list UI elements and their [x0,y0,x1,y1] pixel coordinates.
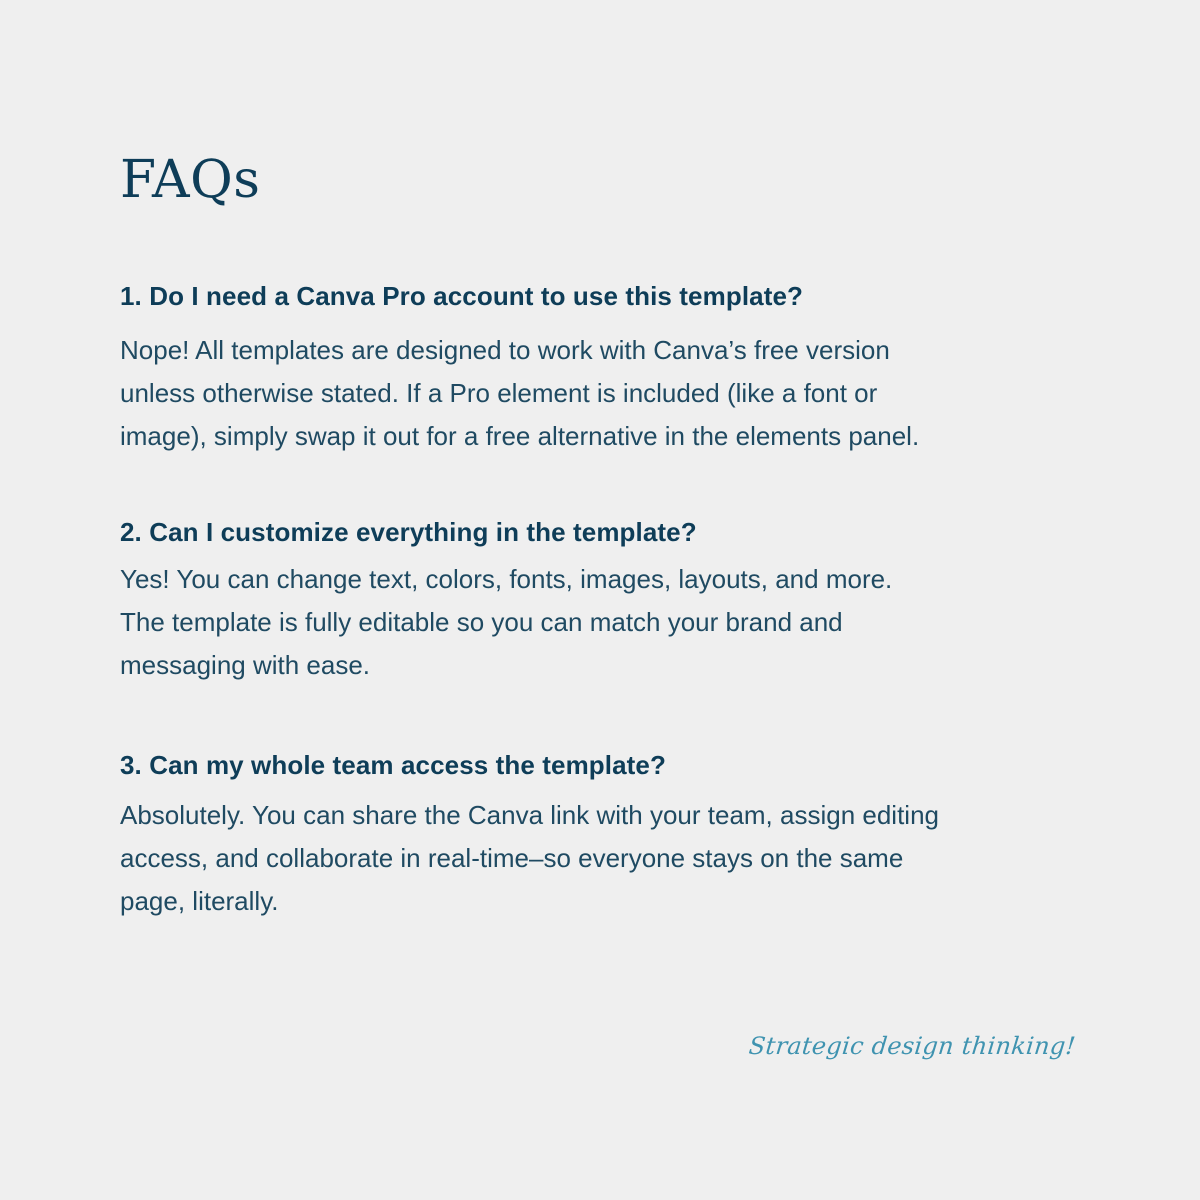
faq-question: 3. Can my whole team access the template? [120,750,666,780]
faq-question: 1. Do I need a Canva Pro account to use this template? [120,281,803,311]
faq-answer-line: messaging with ease. [120,650,371,680]
faq-answer [120,794,1080,923]
faq-item [120,279,1080,458]
faq-answer-line: Nope! All templates are designed to work with Canva’s free version [120,335,890,365]
faq-answer-line: page, literally. [120,886,279,916]
page-title: FAQs [120,150,261,210]
faq-answer [120,558,1080,687]
signature-tagline: Strategic design thinking! [747,1032,1078,1060]
faq-answer-line: image), simply swap it out for a free alternative in the elements panel. [120,421,920,451]
faq-answer-line: unless otherwise stated. If a Pro element is included (like a font or [120,378,878,408]
faq-answer-line: Yes! You can change text, colors, fonts, images, layouts, and more. [120,564,893,594]
faq-answer-line: The template is fully editable so you can match your brand and [120,607,843,637]
faq-item [120,748,1080,923]
faq-answer [120,329,1080,458]
faq-answer-line: access, and collaborate in real-time–so everyone stays on the same [120,843,904,873]
faq-answer-line: Absolutely. You can share the Canva link with your team, assign editing [120,800,939,830]
faq-question: 2. Can I customize everything in the template? [120,517,697,547]
faq-item [120,515,1080,687]
